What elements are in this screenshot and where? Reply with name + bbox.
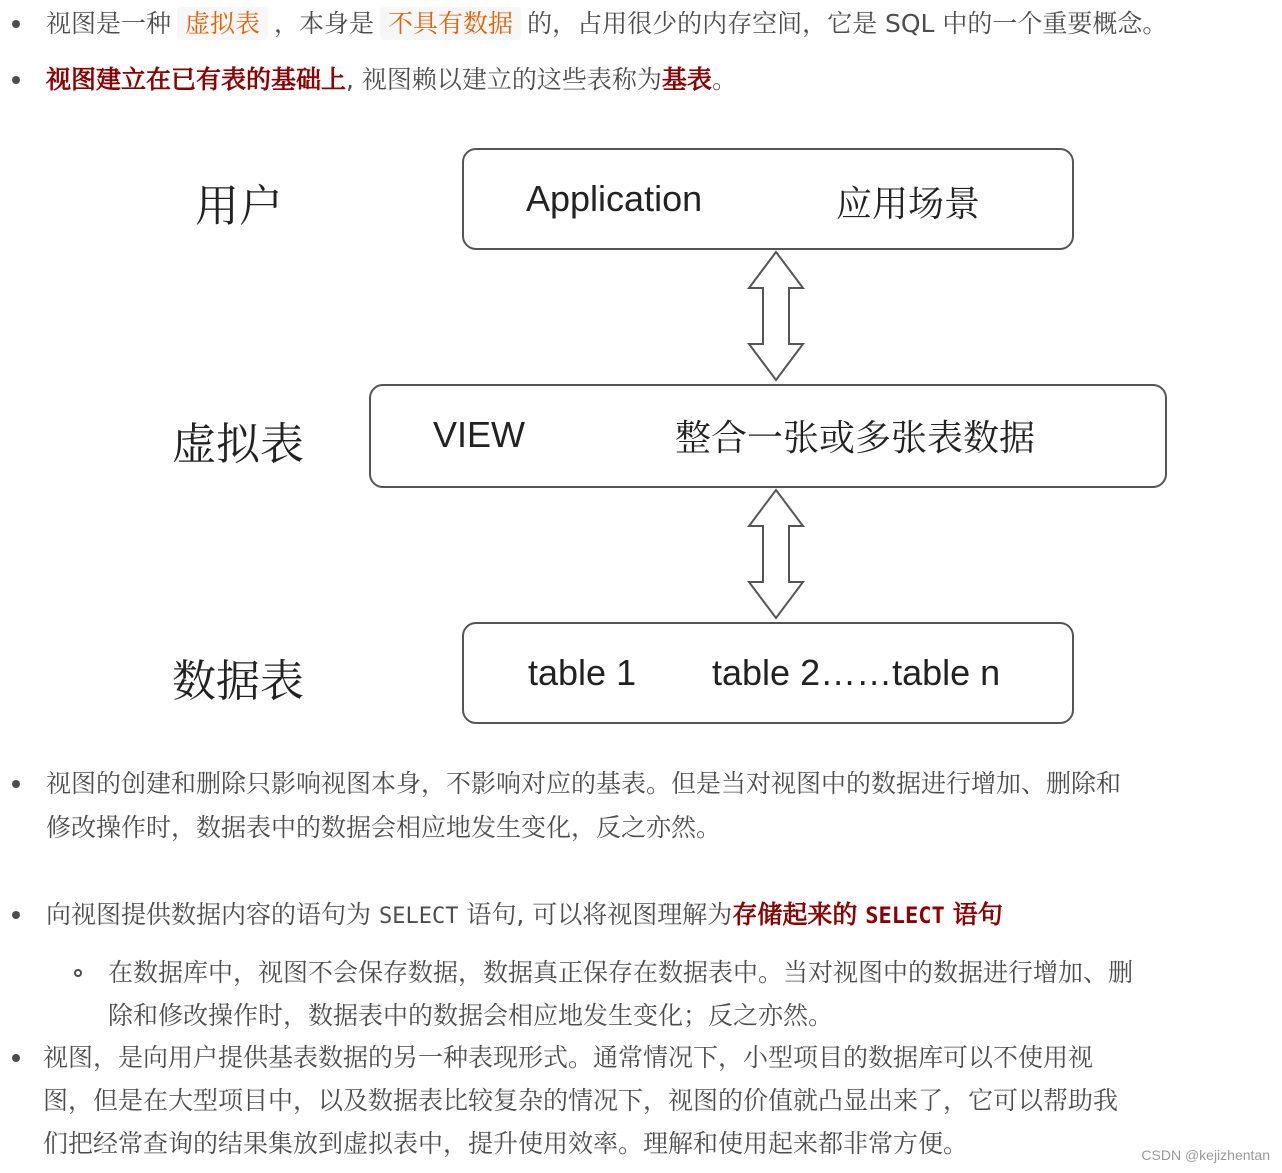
strong-text: 存储起来的: [732, 900, 858, 929]
text-line: 们把经常查询的结果集放到虚拟表中，提升使用效率。理解和使用起来都非常方便。: [43, 1129, 969, 1158]
text-line: 视图的创建和删除只影响视图本身，不影响对应的基表。但是当对视图中的数据进行增加、删除和: [46, 769, 1122, 798]
view-box: [369, 384, 1167, 488]
text: 向视图提供数据内容的语句为: [46, 900, 372, 929]
bullet-dot: [12, 20, 20, 28]
text: ，本身是: [274, 9, 375, 38]
watermark: CSDN @kejizhentan: [1141, 1147, 1270, 1163]
double-arrow-icon: [745, 488, 807, 620]
view-desc-text: 整合一张或多张表数据: [675, 417, 1036, 458]
double-arrow-icon: [745, 250, 807, 382]
text-line: 视图，是向用户提供基表数据的另一种表现形式。通常情况下，小型项目的数据库可以不使用视: [43, 1043, 1094, 1072]
layer-label-user: 用户: [195, 181, 283, 232]
sub-bullet-circle: [74, 969, 82, 977]
table-n-text: table 2……table n: [712, 652, 1001, 693]
strong-text: 视图建立在已有表的基础上: [46, 65, 347, 94]
text: 。: [711, 65, 737, 94]
text-line: 修改操作时，数据表中的数据会相应地发生变化，反之亦然。: [46, 813, 722, 842]
strong-text: 基表: [661, 65, 712, 94]
strong-text: 语句: [952, 900, 1003, 929]
text: 视图是一种: [46, 9, 172, 38]
text: 语句, 可以将视图理解为: [466, 900, 733, 929]
inline-code: SELECT: [378, 904, 459, 929]
text: , 视图赖以建立的这些表称为: [346, 65, 662, 94]
application-scene-text: 应用场景: [836, 183, 981, 224]
table-1-text: table 1: [528, 652, 637, 693]
bullet-dot: [12, 76, 20, 84]
text: 的，占用很少的内存空间，它是 SQL 中的一个重要概念。: [527, 9, 1168, 38]
bullet-dot: [12, 911, 20, 919]
strong-code: SELECT: [865, 904, 945, 929]
application-box: [462, 148, 1074, 250]
layer-label-data-table: 数据表: [172, 656, 304, 707]
tables-box: [462, 622, 1074, 724]
text-line: 在数据库中，视图不会保存数据，数据真正保存在数据表中。当对视图中的数据进行增加、删: [108, 958, 1134, 987]
application-text: Application: [526, 178, 703, 219]
inline-code: 虚拟表: [177, 7, 268, 40]
view-architecture-diagram: [0, 130, 1282, 740]
layer-label-virtual-table: 虚拟表: [172, 419, 304, 470]
bullet-dot: [12, 780, 20, 788]
text-line: 除和修改操作时，数据表中的数据会相应地发生变化；反之亦然。: [108, 1001, 834, 1030]
inline-code: 不具有数据: [380, 7, 521, 40]
view-text: VIEW: [433, 414, 526, 455]
text-line: 图，但是在大型项目中，以及数据表比较复杂的情况下，视图的价值就凸显出来了，它可以帮助我: [43, 1086, 1119, 1115]
bullet-dot: [12, 1054, 20, 1062]
